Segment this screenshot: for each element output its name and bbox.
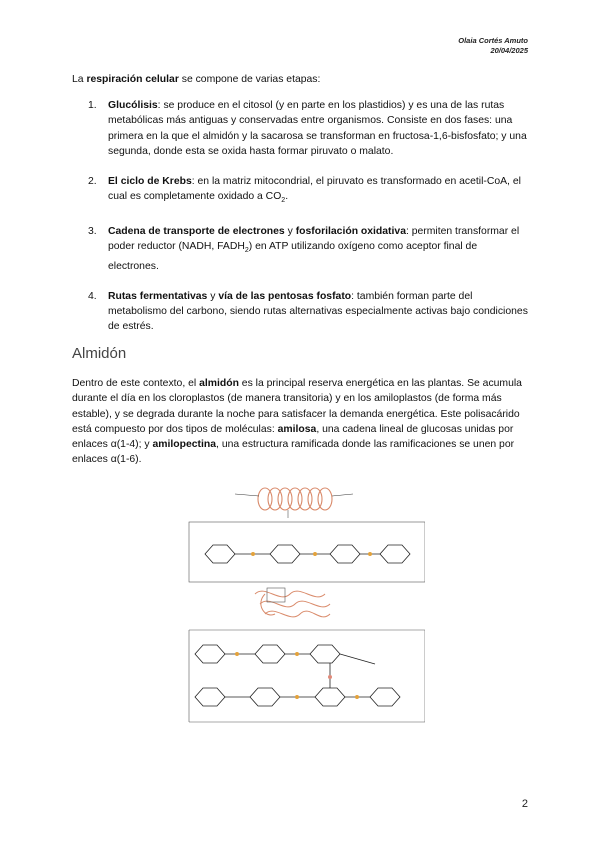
page-number: 2 [521,798,528,810]
step-term-2: fosforilación oxidativa [295,225,406,237]
list-number: 2. [88,176,97,188]
step-term-2: vía de las pentosas fosfato [218,290,352,302]
author-name: Olaia Cortés Amuto [458,36,528,45]
intro-sentence [72,72,534,87]
intro-text: La [72,74,87,85]
list-item [88,289,528,335]
list-item [88,224,528,274]
list-number: 3. [88,225,97,237]
step-term: Glucólisis [108,100,158,111]
para-bold-almidon: almidón [199,378,239,389]
amylose-helix-diagram [189,488,425,582]
step-text-2: : también forman parte del metabolismo del carbono, siendo rutas alternativas especialmente activas bajo condiciones de estrés. [108,290,528,333]
step-text-2: : permiten transformar el poder reductor (NADH, FADH [108,225,520,253]
para-text: Dentro de este contexto, el [72,378,200,389]
step-term: Cadena de transporte de electrones [108,225,285,237]
respiration-steps-list [88,98,528,350]
list-item [88,98,528,159]
step-term: Rutas fermentativas [108,290,208,302]
amylopectin-branch-diagram [189,588,425,722]
para-bold-amilosa: amilosa [277,423,317,435]
step-text: y [284,225,296,237]
page-header [458,36,528,56]
para-text-2: es la principal reserva energética en las plantas. Se acumula durante el día en los cloroplastos (de manera transitoria) y en los amiloplastos (de forma más estable), y se degrada durante la noche para satisfacer la demanda energética. Este polisacárido está compuesto por dos tipos de moléculas: [72,378,522,435]
subscript: 2 [281,197,286,205]
step-text: : se produce en el citosol (y en parte en los plastidios) y es una de las rutas metabólicas más antiguas y conservadas entre organismos. Consiste en dos fases: una primera en la que el almidón y la sacarosa se transforman en fructosa-1,6-bisfosfato; y una segunda, donde esta se oxida hasta formar piruvato o malato. [108,100,527,157]
step-text-end: . [285,191,289,203]
para-bold-amilopectina: amilopectina [152,439,217,451]
list-number: 4. [88,290,97,302]
list-item [88,174,528,209]
para-text-3: , una cadena lineal de glucosas unidas por enlaces α(1-4); y [72,423,514,451]
step-text: : en la matriz mitocondrial, el piruvato es transformado en acetil-CoA, el cual es completamente oxidado a CO [108,176,521,203]
list-number: 1. [88,100,97,111]
header-date: 20/04/2025 [490,46,528,55]
step-text-3: ) en ATP utilizando oxígeno como aceptor final de electrones. [108,241,478,272]
intro-text-end: se compone de varias etapas: [178,74,321,85]
step-term: El ciclo de Krebs [108,176,192,188]
step-text: y [207,290,219,302]
para-text-4: , una estructura ramificada donde las ramificaciones se unen por enlaces α(1-6). [72,439,515,466]
starch-paragraph [72,376,534,468]
intro-bold: respiración celular [86,74,179,85]
subscript: 2 [244,247,249,255]
section-title: Almidón [72,345,127,362]
starch-structure-figure [175,482,425,727]
